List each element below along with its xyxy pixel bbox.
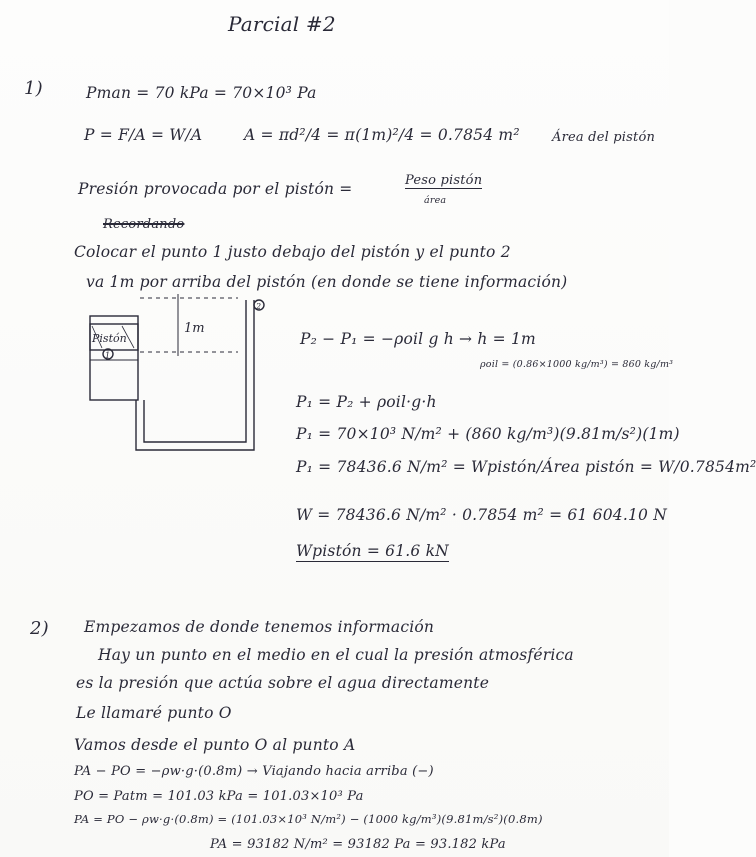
piston-pressure-label: Presión provocada por el pistón = (78, 180, 353, 198)
weight-result: Wpistón = 61.6 kN (296, 542, 449, 560)
problem-1-number: 1) (24, 78, 43, 99)
placement-instruction-line-2: va 1m por arriba del pistón (en donde se tiene información) (86, 273, 568, 291)
weight-calculation: W = 78436.6 N/m² · 0.7854 m² = 61 604.10 N (296, 506, 667, 524)
p1-result: P₁ = 78436.6 N/m² = Wpistón/Área pistón = W/0.7854m² (296, 458, 756, 476)
problem-2-line-2: Hay un punto en el medio en el cual la presión atmosférica (98, 646, 574, 664)
problem-2-line-3: es la presión que actúa sobre el agua directamente (76, 674, 490, 692)
problem-2-number: 2) (30, 618, 49, 639)
page-title: Parcial #2 (228, 12, 336, 36)
problem-2-equation-4: PA = 93182 N/m² = 93182 Pa = 93.182 kPa (210, 837, 506, 852)
height-label: 1m (184, 321, 205, 336)
problem-2-line-5: Vamos desde el punto O al punto A (74, 736, 356, 754)
area-equation: A = πd²/4 = π(1m)²/4 = 0.7854 m² (244, 126, 520, 144)
problem-2-line-4: Le llamaré punto O (76, 704, 232, 722)
pressure-force-equation: P = F/A = W/A (84, 126, 203, 144)
point-2-label: 2 (256, 302, 262, 311)
piston-label: Pistón (92, 332, 127, 345)
p1-expression: P₁ = P₂ + ρoil·g·h (296, 393, 437, 411)
point-1-label: 1 (105, 351, 111, 360)
problem-2-equation-2: PO = Patm = 101.03 kPa = 101.03×10³ Pa (74, 789, 364, 804)
pman-equation: Pman = 70 kPa = 70×10³ Pa (86, 84, 317, 102)
piston-pressure-denominator: área (424, 195, 447, 206)
placement-instruction-line: Colocar el punto 1 justo debajo del pistón y el punto 2 (74, 243, 511, 261)
tank-outline (90, 316, 138, 400)
piston-pressure-numerator: Peso pistón (405, 173, 483, 188)
problem-2-equation-3: PA = PO − ρw·g·(0.8m) = (101.03×10³ N/m²) − (1000 kg/m³)(9.81m/s²)(0.8m) (74, 812, 543, 826)
crossed-out-word: Recordando (103, 217, 185, 232)
problem-2-line-1: Empezamos de donde tenemos información (84, 618, 435, 636)
p1-substitution: P₁ = 70×10³ N/m² + (860 kg/m³)(9.81m/s²)(1m) (296, 425, 680, 443)
piston-tank-diagram (78, 290, 288, 470)
problem-2-equation-1: PA − PO = −ρw·g·(0.8m) → Viajando hacia arriba (−) (74, 764, 434, 779)
area-note: Área del pistón (552, 130, 656, 145)
oil-density: ρoil = (0.86×1000 kg/m³) = 860 kg/m³ (480, 359, 674, 370)
bernoulli-equation: P₂ − P₁ = −ρoil g h → h = 1m (300, 330, 536, 348)
